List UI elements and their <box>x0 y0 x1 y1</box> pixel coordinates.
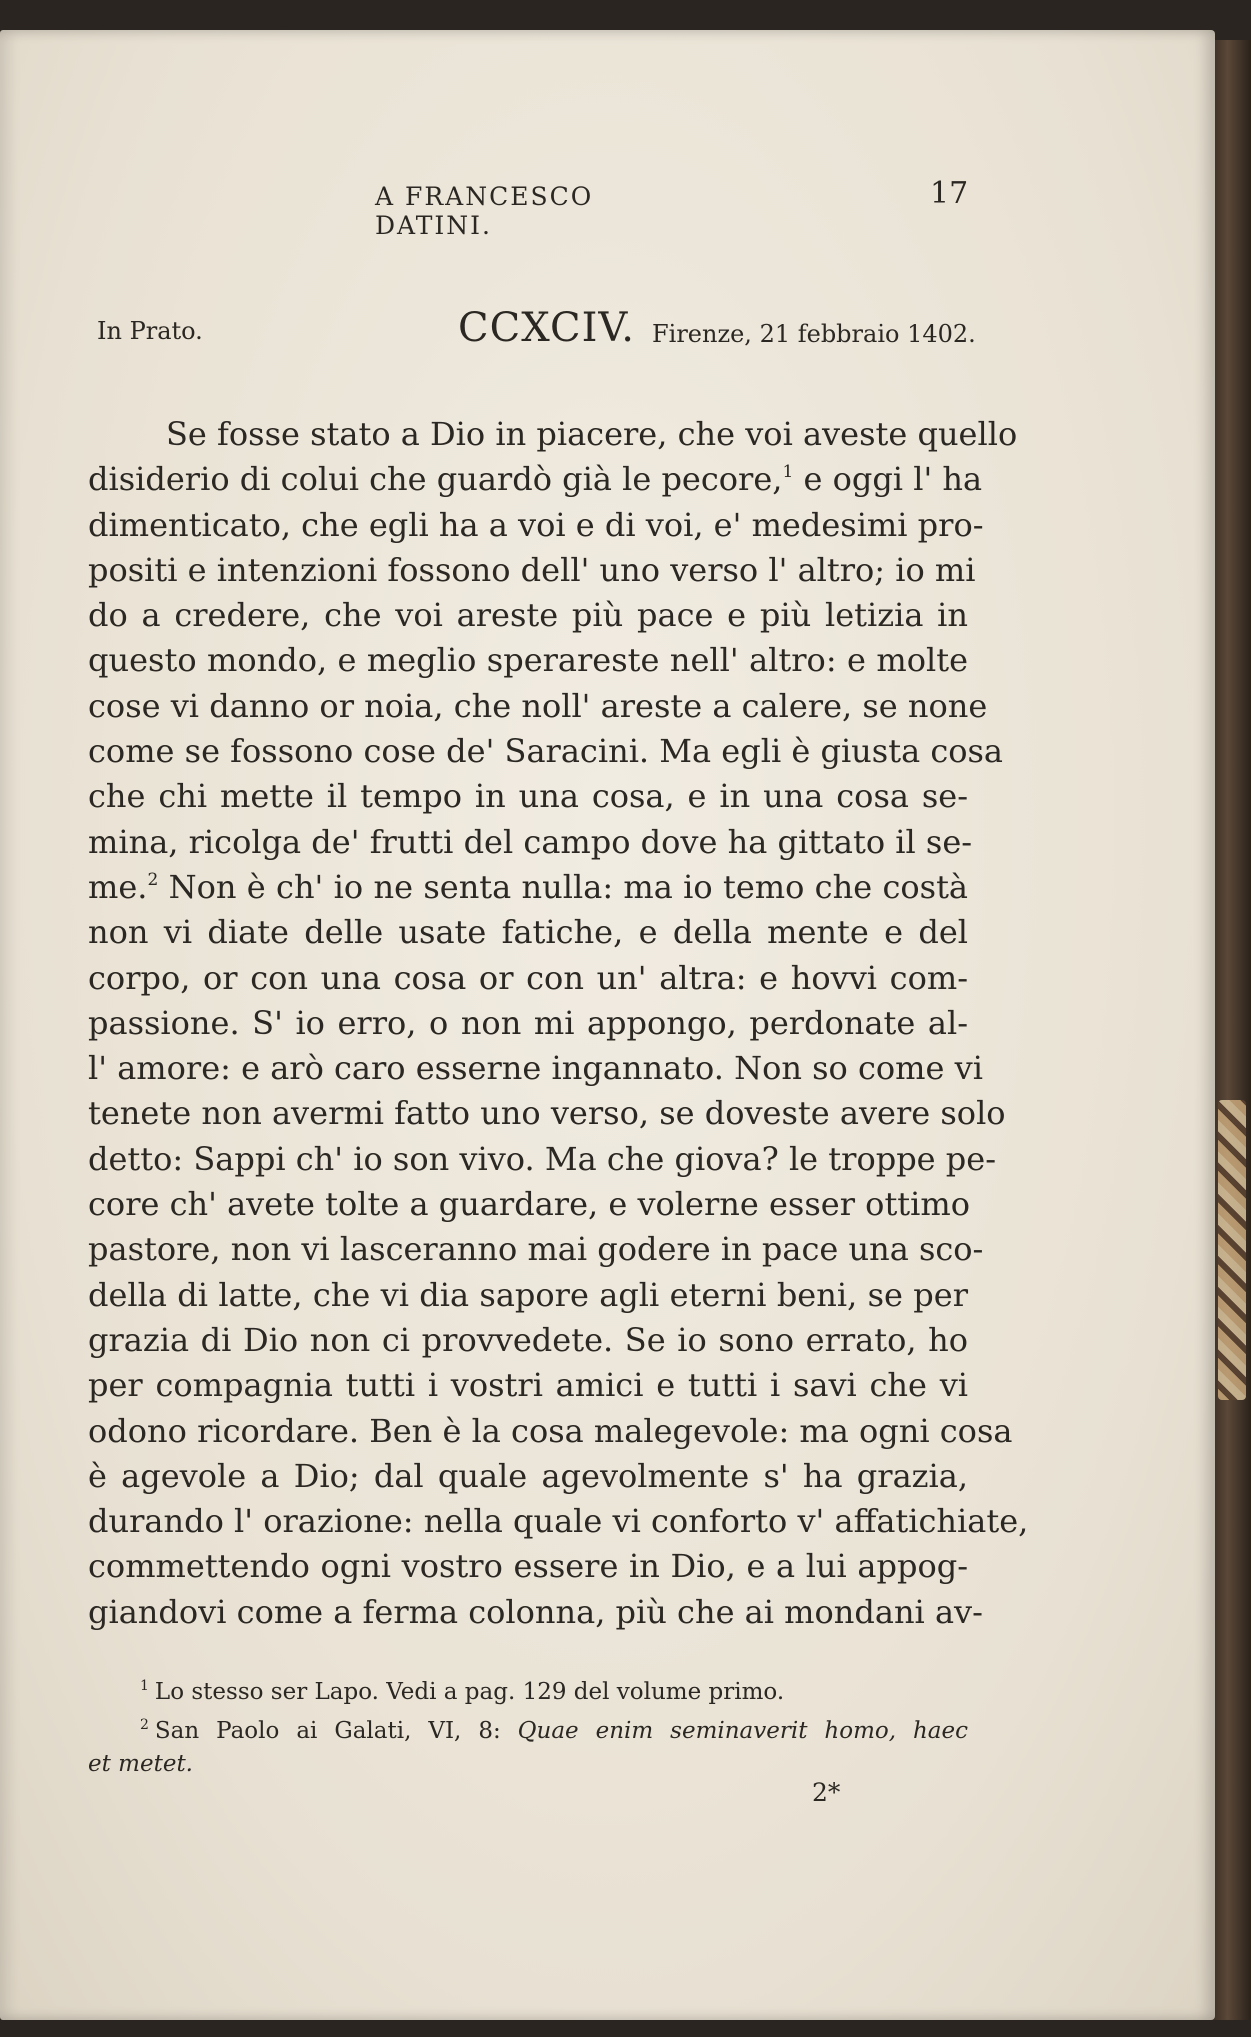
letter-date: Firenze, 21 febbraio 1402. <box>652 320 976 348</box>
body-line: della di latte, che vi dia sapore agli eterni beni, se per <box>88 1275 968 1314</box>
body-line: l' amore: e arò caro esserne ingannato. Non so come vi <box>88 1049 983 1088</box>
book-page <box>0 30 1215 2020</box>
body-line: detto: Sappi ch' io son vivo. Ma che giova? le troppe pe- <box>88 1139 997 1178</box>
body-line: non vi diate delle usate fatiche, e della mente e del <box>88 913 968 952</box>
body-line: è agevole a Dio; dal quale agevolmente s' ha grazia, <box>88 1456 968 1495</box>
body-line: mina, ricolga de' frutti del campo dove ha gittato il se- <box>88 822 973 861</box>
letter-place: In Prato. <box>97 317 203 345</box>
body-line: dimenticato, che egli ha a voi e di voi, e' medesimi pro- <box>88 505 984 544</box>
body-line: per compagnia tutti i vostri amici e tutti i savi che vi <box>88 1366 968 1405</box>
body-line: come se fossono cose de' Saracini. Ma egli è giusta cosa <box>88 732 1003 771</box>
marbled-edge <box>1218 1100 1246 1400</box>
body-line: me.$^2$ Non è ch' io ne senta nulla: ma io temo che costà <box>88 867 969 906</box>
body-line: corpo, or con una cosa or con un' altra: e hovvi com- <box>88 958 968 997</box>
book-edge <box>1212 40 1251 2020</box>
footnote-mark: 2 <box>140 1717 149 1733</box>
footnote-ref: 1 <box>782 462 794 483</box>
body-line: positi e intenzioni fossono dell' uno verso l' altro; io mi <box>88 550 976 589</box>
footnote-2: $^2$ San Paolo ai Galati, VI, 8: Quae enim seminaverit homo, haec <box>140 1717 969 1744</box>
body-line: giandovi come a ferma colonna, più che ai mondani av- <box>88 1592 983 1631</box>
signature-mark: 2* <box>812 1778 841 1807</box>
footnote-2-continued: et metet. <box>88 1751 193 1777</box>
body-line: cose vi danno or noia, che noll' areste a calere, se none <box>88 686 988 725</box>
running-head: A FRANCESCO DATINI. <box>375 182 594 240</box>
body-line: core ch' avete tolte a guardare, e volerne esser ottimo <box>88 1185 970 1224</box>
footnote-1: $^1$ Lo stesso ser Lapo. Vedi a pag. 129 del volume primo. <box>140 1678 785 1705</box>
body-line: do a credere, che voi areste più pace e più letizia in <box>88 596 968 635</box>
body-line: Se fosse stato a Dio in piacere, che voi aveste quello <box>166 415 1018 453</box>
body-line: questo mondo, e meglio sperareste nell' altro: e molte <box>88 641 968 680</box>
body-line: disiderio di colui che guardò già le pecore,$^1$ e oggi l' ha <box>88 460 983 499</box>
body-line: passione. S' io erro, o non mi appongo, perdonate al- <box>88 1003 968 1042</box>
body-line: durando l' orazione: nella quale vi conforto v' affatichiate, <box>88 1502 1029 1541</box>
letter-body <box>88 412 1029 1635</box>
footnotes <box>88 1670 968 1781</box>
body-line: odono ricordare. Ben è la cosa malegevole: ma ogni cosa <box>88 1411 1013 1450</box>
body-line: tenete non avermi fatto uno verso, se doveste avere solo <box>88 1094 1006 1133</box>
body-line: commettendo ogni vostro essere in Dio, e a lui appog- <box>88 1547 968 1586</box>
body-line: grazia di Dio non ci provvedete. Se io sono errato, ho <box>88 1320 968 1359</box>
letter-number: CCXCIV. <box>458 305 635 351</box>
footnote-mark: 1 <box>140 1678 149 1694</box>
body-line: che chi mette il tempo in una cosa, e in una cosa se- <box>88 777 968 816</box>
body-line: pastore, non vi lasceranno mai godere in pace una sco- <box>88 1230 984 1269</box>
page-number: 17 <box>930 176 969 211</box>
footnote-ref: 2 <box>147 869 159 890</box>
